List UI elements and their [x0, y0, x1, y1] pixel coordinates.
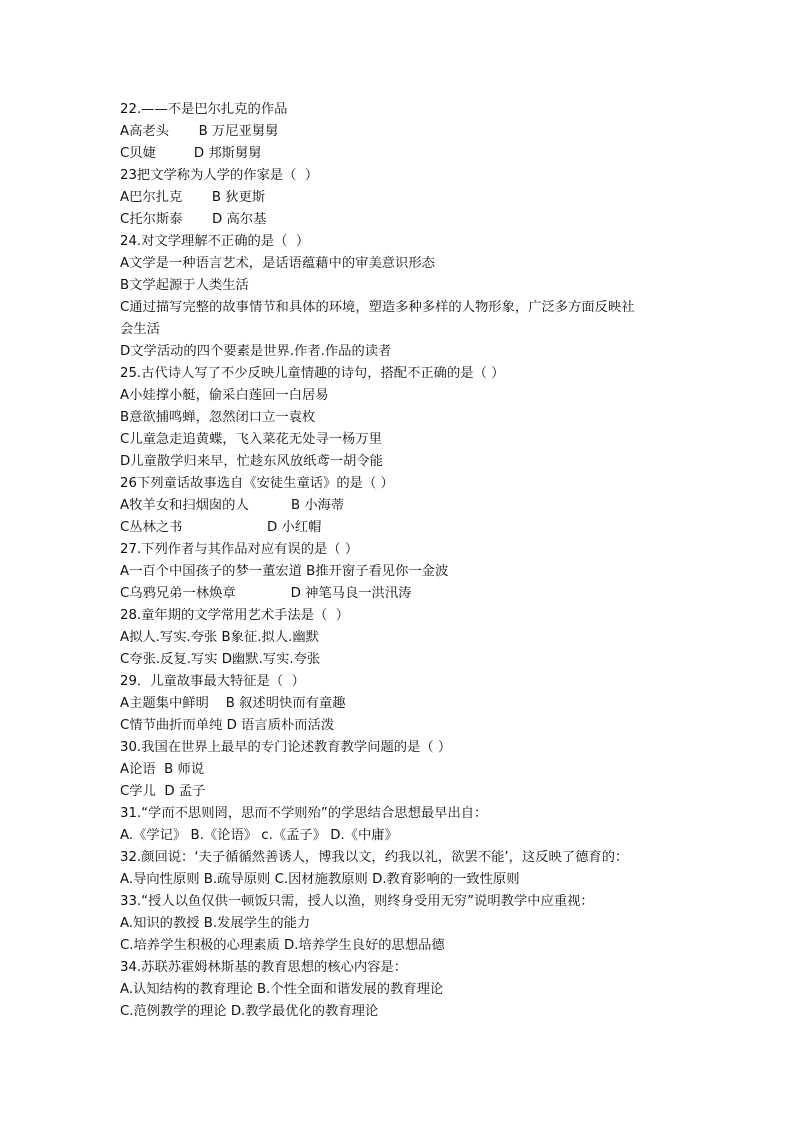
question-32-options: A.导向性原则 B.疏导原则 C.因材施教原则 D.教育影响的一致性原则	[120, 872, 520, 887]
question-31-stem: 31.“学而不思则罔，思而不学则殆”的学思结合思想最早出自：	[120, 806, 488, 821]
question-30-stem: 30.我国在世界上最早的专门论述教育教学问题的是（ ）	[120, 740, 452, 755]
question-26-options-cd: C丛林之书 D 小红帽	[120, 520, 322, 535]
question-32-stem: 32.颜回说：‘夫子循循然善诱人，博我以文，约我以礼，欲罢不能’，这反映了德育的：	[120, 850, 629, 865]
question-30-options-cd: C学儿 D 孟子	[120, 784, 206, 799]
question-24-option-b: B文学起源于人类生活	[120, 278, 249, 293]
question-24-stem: 24.对文学理解不正确的是（ ）	[120, 234, 310, 249]
question-25-option-d: D儿童散学归来早，忙趁东风放纸鸢一胡令能	[120, 454, 383, 469]
question-29-options-cd: C情节曲折而单纯 D 语言质朴而活泼	[120, 718, 335, 733]
question-27-options-ab: A一百个中国孩子的梦一董宏道 B推开窗子看见你一金波	[120, 564, 449, 579]
question-22-options-cd: C贝婕 D 邦斯舅舅	[120, 146, 262, 161]
question-34-options-ab: A.认知结构的教育理论 B.个性全面和谐发展的教育理论	[120, 982, 444, 997]
question-25-stem: 25.古代诗人写了不少反映儿童情趣的诗句，搭配不正确的是（ ）	[120, 366, 505, 381]
question-23-options-cd: C托尔斯泰 D 高尔基	[120, 212, 267, 227]
question-30-options-ab: A论语 B 师说	[120, 762, 205, 777]
question-25-option-b: B意欲捕鸣蝉，忽然闭口立一袁枚	[120, 410, 316, 425]
question-23-stem: 23把文学称为人学的作家是（ ）	[120, 168, 319, 183]
question-24-option-c: C通过描写完整的故事情节和具体的环境，塑造多种多样的人物形象，广泛多方面反映社	[120, 300, 635, 315]
question-28-stem: 28.童年期的文学常用艺术手法是（ ）	[120, 608, 350, 623]
question-34-stem: 34.苏联苏霍姆林斯基的教育思想的核心内容是：	[120, 960, 408, 975]
question-22-stem: 22.——不是巴尔扎克的作品	[120, 102, 288, 117]
question-28-options-ab: A拟人.写实.夸张 B象征.拟人.幽默	[120, 630, 319, 645]
question-23-options-ab: A巴尔扎克 B 狄更斯	[120, 190, 266, 205]
question-29-options-ab: A主题集中鲜明 B 叙述明快而有童趣	[120, 696, 346, 711]
question-28-options-cd: C夸张.反复.写实 D幽默.写实.夸张	[120, 652, 321, 667]
question-24-option-d: D文学活动的四个要素是世界.作者.作品的读者	[120, 344, 392, 359]
question-33-stem: 33.“授人以鱼仅供一顿饭只需，授人以渔，则终身受用无穷”说明教学中应重视：	[120, 894, 594, 909]
question-27-stem: 27.下列作者与其作品对应有误的是（ ）	[120, 542, 359, 557]
question-24-option-a: A文学是一种语言艺术，是话语蕴藉中的审美意识形态	[120, 256, 435, 271]
question-26-stem: 26下列童话故事选自《安徒生童话》的是（ ）	[120, 476, 394, 491]
question-26-options-ab: A牧羊女和扫烟囱的人 B 小海蒂	[120, 498, 345, 513]
question-22-options-ab: A高老头 B 万尼亚舅舅	[120, 124, 279, 139]
document-page	[120, 99, 680, 1023]
question-24-option-c-cont: 会生活	[120, 322, 160, 337]
question-29-stem: 29．儿童故事最大特征是（ ）	[120, 674, 305, 689]
question-25-option-c: C儿童急走追黄蝶，飞入菜花无处寻一杨万里	[120, 432, 382, 447]
question-31-options: A.《学记》 B.《论语》 c.《孟子》 D.《中庸》	[120, 828, 398, 843]
question-25-option-a: A小娃撑小艇，偷采白莲回一白居易	[120, 388, 329, 403]
question-34-options-cd: C.范例教学的理论 D.教学最优化的教育理论	[120, 1004, 379, 1019]
question-27-options-cd: C乌鸦兄弟一林焕章 D 神笔马良一洪汛涛	[120, 586, 412, 601]
question-33-options-cd: C.培养学生积极的心理素质 D.培养学生良好的思想品德	[120, 938, 445, 953]
question-33-options-ab: A.知识的教授 B.发展学生的能力	[120, 916, 311, 931]
